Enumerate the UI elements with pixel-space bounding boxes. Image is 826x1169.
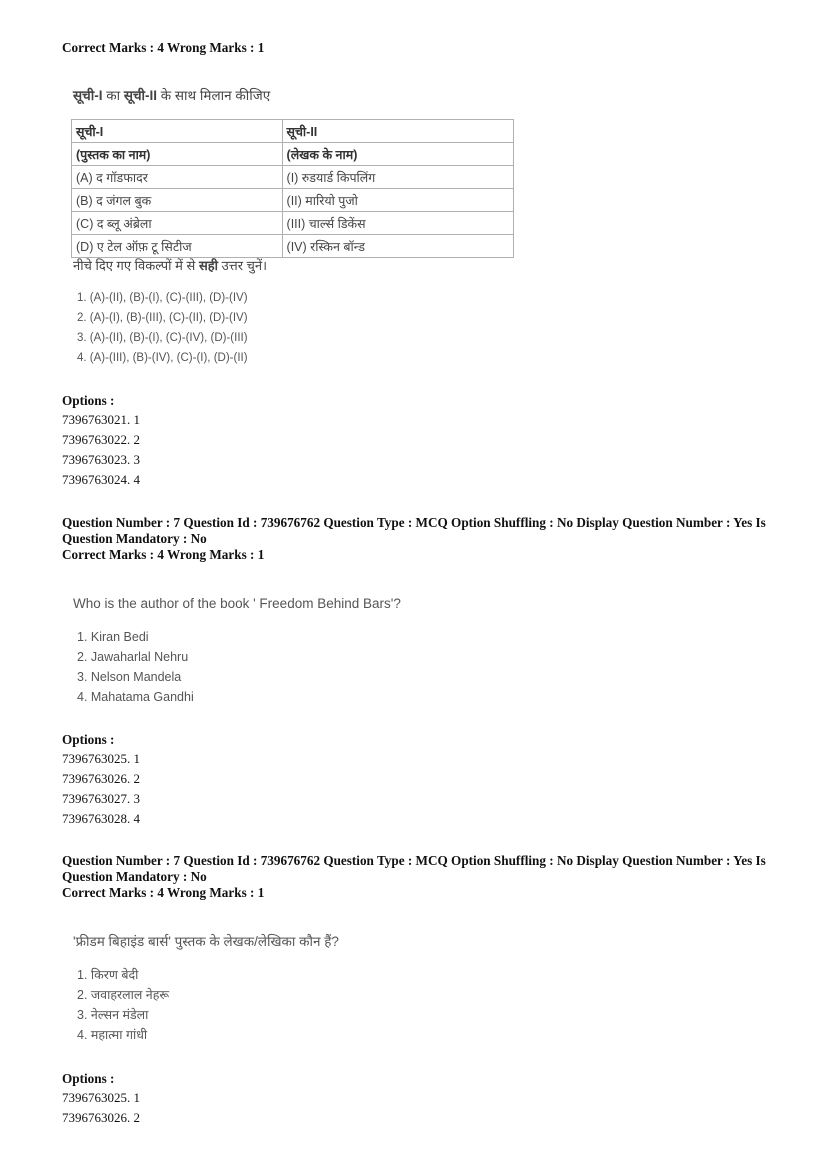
options-label: Options : [62,1071,115,1086]
match-instruction [73,86,270,104]
list-2-label: सूची-II [123,88,158,103]
table-cell: (I) रुडयार्ड किपलिंग [282,166,513,189]
q7-hi-choice-list [77,965,169,1045]
list-item: 4. Mahatama Gandhi [77,690,194,704]
q6-choice-list [77,288,248,368]
instruction-connector: का [102,88,124,103]
list-item: 2. जवाहरलाल नेहरू [77,988,170,1002]
q7-hi-meta [62,853,782,901]
question-meta-line: Question Number : 7 Question Id : 739676762 Question Type : MCQ Option Shuffling : No Display Question Number : Yes Is [62,853,766,868]
table-cell: (D) ए टेल ऑफ़ टू सिटीज [72,235,283,258]
instruction-suffix: के साथ मिलान कीजिए [157,88,271,103]
table-header-row [72,143,514,166]
choose-instruction [73,256,267,274]
table-row [72,166,514,189]
list-1-label: सूची-I [73,88,103,103]
q7-choice-list [77,627,194,707]
list-item: 2. Jawaharlal Nehru [77,650,189,664]
question-meta-line: Question Number : 7 Question Id : 739676762 Question Type : MCQ Option Shuffling : No Display Question Number : Yes Is [62,515,766,530]
table-cell: (C) द ब्लू अंब्रेला [72,212,283,235]
list-item: 3. नेल्सन मंडेला [77,1008,149,1022]
list-item: 1. किरण बेदी [77,968,139,982]
list-item: 4. (A)-(III), (B)-(IV), (C)-(I), (D)-(II) [77,352,248,364]
list-item: 1. (A)-(II), (B)-(I), (C)-(III), (D)-(IV) [77,292,248,304]
list-item: 4. महात्मा गांधी [77,1028,148,1042]
list-item: 3. (A)-(II), (B)-(I), (C)-(IV), (D)-(III) [77,332,248,344]
table-header-cell: सूची-II [282,120,513,143]
option-item: 7396763024. 4 [62,472,140,487]
table-header-cell: (लेखक के नाम) [282,143,513,166]
q7-hi-stem: 'फ्रीडम बिहाइंड बार्स' पुस्तक के लेखक/लेखिका कौन हैं? [73,934,339,949]
list-item: 2. (A)-(I), (B)-(III), (C)-(II), (D)-(IV) [77,312,248,324]
option-item: 7396763023. 3 [62,452,140,467]
choose-prefix: नीचे दिए गए विकल्पों में से [73,258,199,273]
correct-wrong-marks: Correct Marks : 4 Wrong Marks : 1 [62,40,265,55]
correct-wrong-marks: Correct Marks : 4 Wrong Marks : 1 [62,547,265,562]
table-header-cell: (पुस्तक का नाम) [72,143,283,166]
table-row [72,189,514,212]
table-cell: (A) द गॉडफादर [72,166,283,189]
match-table [71,119,514,258]
option-item: 7396763026. 2 [62,771,140,786]
table-cell: (III) चार्ल्स डिकेंस [282,212,513,235]
question-meta-line: Question Mandatory : No [62,869,207,884]
option-item: 7396763025. 1 [62,751,140,766]
q7-meta [62,515,782,563]
option-item: 7396763026. 2 [62,1110,140,1125]
q7-hi-option-list [62,1090,140,1130]
option-item: 7396763028. 4 [62,811,140,826]
option-item: 7396763027. 3 [62,791,140,806]
choose-suffix: उत्तर चुनें। [218,258,268,273]
table-header-cell: सूची-I [72,120,283,143]
options-label: Options : [62,393,115,408]
table-cell: (II) मारियो पुजो [282,189,513,212]
table-row [72,212,514,235]
question-meta-line: Question Mandatory : No [62,531,207,546]
q7-option-list [62,751,140,831]
table-header-row [72,120,514,143]
option-item: 7396763021. 1 [62,412,140,427]
options-label: Options : [62,732,115,747]
table-row [72,235,514,258]
table-cell: (IV) रस्किन बॉन्ड [282,235,513,258]
choose-bold: सही [198,258,219,273]
list-item: 1. Kiran Bedi [77,630,149,644]
correct-wrong-marks: Correct Marks : 4 Wrong Marks : 1 [62,885,265,900]
option-item: 7396763025. 1 [62,1090,140,1105]
q7-stem: Who is the author of the book ' Freedom Behind Bars'? [73,596,401,611]
list-item: 3. Nelson Mandela [77,670,182,684]
option-item: 7396763022. 2 [62,432,140,447]
table-cell: (B) द जंगल बुक [72,189,283,212]
q6-option-list [62,412,140,492]
